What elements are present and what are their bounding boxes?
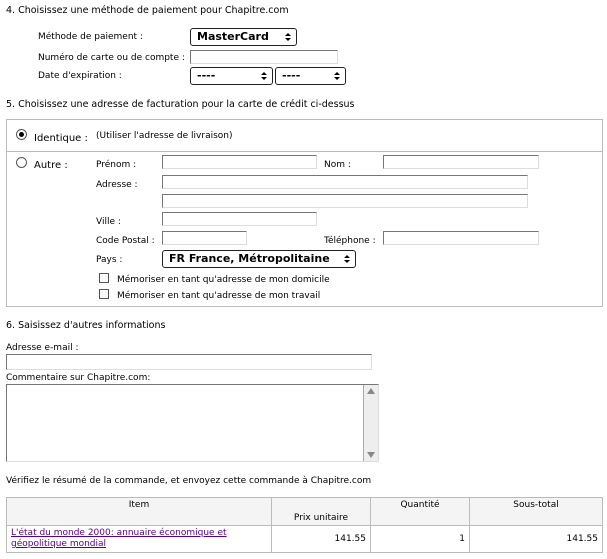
ville-input[interactable] (162, 212, 317, 226)
adresse-input-2[interactable] (162, 194, 528, 208)
adresse-input-1[interactable] (162, 175, 528, 189)
summary-instruction: Vérifiez le résumé de la commande, et envoyez cette commande à Chapitre.com (6, 476, 372, 486)
header-item: Item (7, 498, 272, 526)
price-cell: 141.55 (272, 526, 371, 553)
comment-textarea[interactable] (6, 384, 379, 462)
section5-heading: 5. Choisissez une adresse de facturation pour la carte de crédit ci-dessus (6, 99, 355, 110)
prenom-input[interactable] (162, 155, 317, 169)
memo-travail-label: Mémoriser en tant qu'adresse de mon travail (117, 291, 321, 301)
section4-heading: 4. Choisissez une méthode de paiement pour Chapitre.com (6, 5, 289, 16)
scroll-down-icon[interactable] (366, 451, 376, 459)
order-table (6, 497, 603, 553)
nom-label: Nom : (324, 160, 351, 170)
identique-radio[interactable] (16, 129, 27, 140)
prenom-label: Prénom : (96, 160, 137, 170)
payment-method-select[interactable] (190, 28, 297, 46)
pays-select[interactable] (162, 250, 356, 268)
adresse-label: Adresse : (96, 180, 138, 190)
pays-value: FR France, Métropolitaine (169, 252, 330, 265)
comment-scrollbar[interactable] (363, 385, 378, 461)
pays-label: Pays : (96, 255, 123, 265)
item-link[interactable] (11, 528, 227, 549)
header-price: Prix unitaire (272, 498, 371, 526)
expiry-label: Date d'expiration : (38, 71, 122, 81)
code-postal-input[interactable] (162, 231, 247, 245)
payment-method-value: MasterCard (197, 30, 269, 43)
ville-label: Ville : (96, 217, 121, 227)
memo-travail-checkbox[interactable] (99, 289, 109, 299)
code-postal-label: Code Postal : (96, 236, 155, 246)
qty-cell: 1 (371, 526, 470, 553)
memo-domicile-label: Mémoriser en tant qu'adresse de mon domicile (117, 275, 330, 285)
updown-arrow-icon (282, 31, 294, 43)
email-label: Adresse e-mail : (6, 343, 79, 353)
autre-label: Autre : (34, 160, 68, 171)
nom-input[interactable] (383, 155, 539, 169)
email-input[interactable] (6, 354, 372, 370)
subtotal-cell: 141.55 (470, 526, 603, 553)
card-number-input[interactable] (190, 50, 338, 64)
payment-method-label: Méthode de paiement : (38, 32, 143, 42)
expiry-month-select[interactable] (190, 67, 273, 85)
item-cell (7, 526, 272, 553)
updown-arrow-icon (258, 70, 270, 82)
expiry-year-value: ---- (282, 69, 301, 82)
item-title-line2: géopolitique mondial (11, 539, 107, 549)
card-number-label: Numéro de carte ou de compte : (38, 53, 185, 63)
header-subtotal: Sous-total (470, 498, 603, 526)
scroll-up-icon[interactable] (366, 387, 376, 395)
expiry-month-value: ---- (197, 69, 216, 82)
header-qty: Quantité (371, 498, 470, 526)
expiry-year-select[interactable] (275, 67, 346, 85)
updown-arrow-icon (341, 253, 353, 265)
section6-heading: 6. Saisissez d'autres informations (6, 320, 166, 331)
item-title-line1: L'état du monde 2000: annuaire économique et (11, 528, 227, 538)
identique-note: (Utiliser l'adresse de livraison) (96, 131, 233, 141)
telephone-label: Téléphone : (324, 236, 376, 246)
telephone-input[interactable] (383, 231, 539, 245)
identique-label: Identique : (34, 133, 88, 144)
autre-radio[interactable] (16, 157, 27, 168)
updown-arrow-icon (331, 70, 343, 82)
memo-domicile-checkbox[interactable] (99, 273, 109, 283)
comment-label: Commentaire sur Chapitre.com: (6, 373, 151, 383)
table-row (7, 526, 603, 553)
